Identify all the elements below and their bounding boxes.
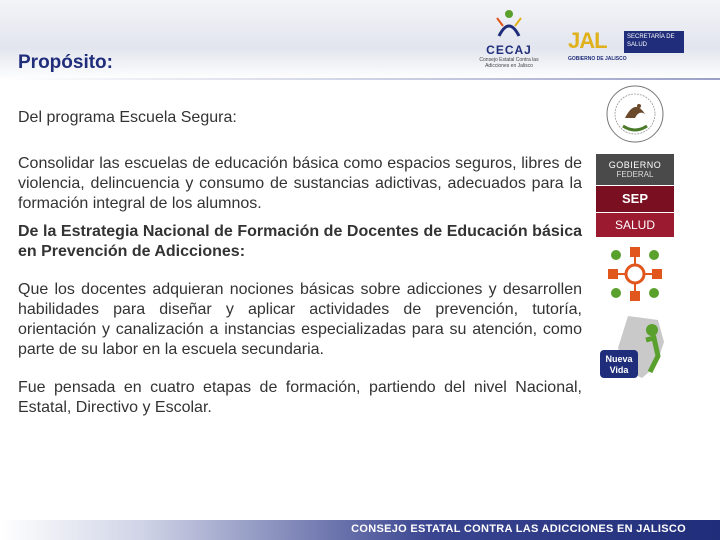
header-bar <box>0 0 720 80</box>
cecaj-logo-text: CECAJ <box>486 43 532 57</box>
jalisco-logo-icon <box>568 26 688 66</box>
sep-badge: SEP <box>596 185 674 212</box>
federal-label: FEDERAL <box>616 170 654 179</box>
page-title: Propósito: <box>18 52 113 73</box>
mexico-seal-icon <box>605 84 665 144</box>
jalisco-sub-text: GOBIERNO DE JALISCO <box>568 56 627 62</box>
svg-text:Nueva: Nueva <box>605 354 633 364</box>
gobierno-federal-block <box>596 154 674 185</box>
salud-badge: SALUD <box>596 212 674 237</box>
mexico-seal <box>596 82 674 146</box>
program-subtitle: Del programa Escuela Segura: <box>18 109 237 126</box>
organization-network-icon <box>606 245 664 303</box>
main-content <box>18 108 582 418</box>
jalisco-box-text: SECRETARÍA DE SALUD <box>624 31 684 53</box>
paragraph-escuela-segura: Consolidar las escuelas de educación básica como espacios seguros, libres de violencia, delincuencia y consumo de sustancias adictivas, adecuados para la formación integral de los alumnos. <box>18 155 582 212</box>
footer-bar <box>0 520 720 540</box>
paragraph-estrategia-heading: De la Estrategia Nacional de Formación de Docentes de Educación básica en Prevención de Adicciones: <box>18 223 582 260</box>
paragraph-etapas: Fue pensada en cuatro etapas de formación, partiendo del nivel Nacional, Estatal, Directivo y Escolar. <box>18 379 582 416</box>
cecaj-logo-icon <box>489 6 529 40</box>
svg-text:Vida: Vida <box>609 365 629 375</box>
cecaj-logo-small: Consejo Estatal Contra las Adicciones en Jalisco <box>479 57 539 69</box>
jalisco-logo-text: JAL <box>568 28 607 53</box>
sidebar-logos <box>596 82 674 389</box>
cecaj-logo <box>470 6 548 68</box>
paragraph-docentes: Que los docentes adquieran nociones básicas sobre adicciones y desarrollen habilidades para diseñar y aplicar actividades de prevención, tutoría, orientación y canalización a instancias especializadas para su atención, como parte de su labor en la escuela secundaria. <box>18 281 582 358</box>
footer-text: CONSEJO ESTATAL CONTRA LAS ADICCIONES EN JALISCO <box>351 523 686 535</box>
nueva-vida-icon <box>598 312 672 384</box>
gobierno-label: GOBIERNO <box>608 160 662 170</box>
